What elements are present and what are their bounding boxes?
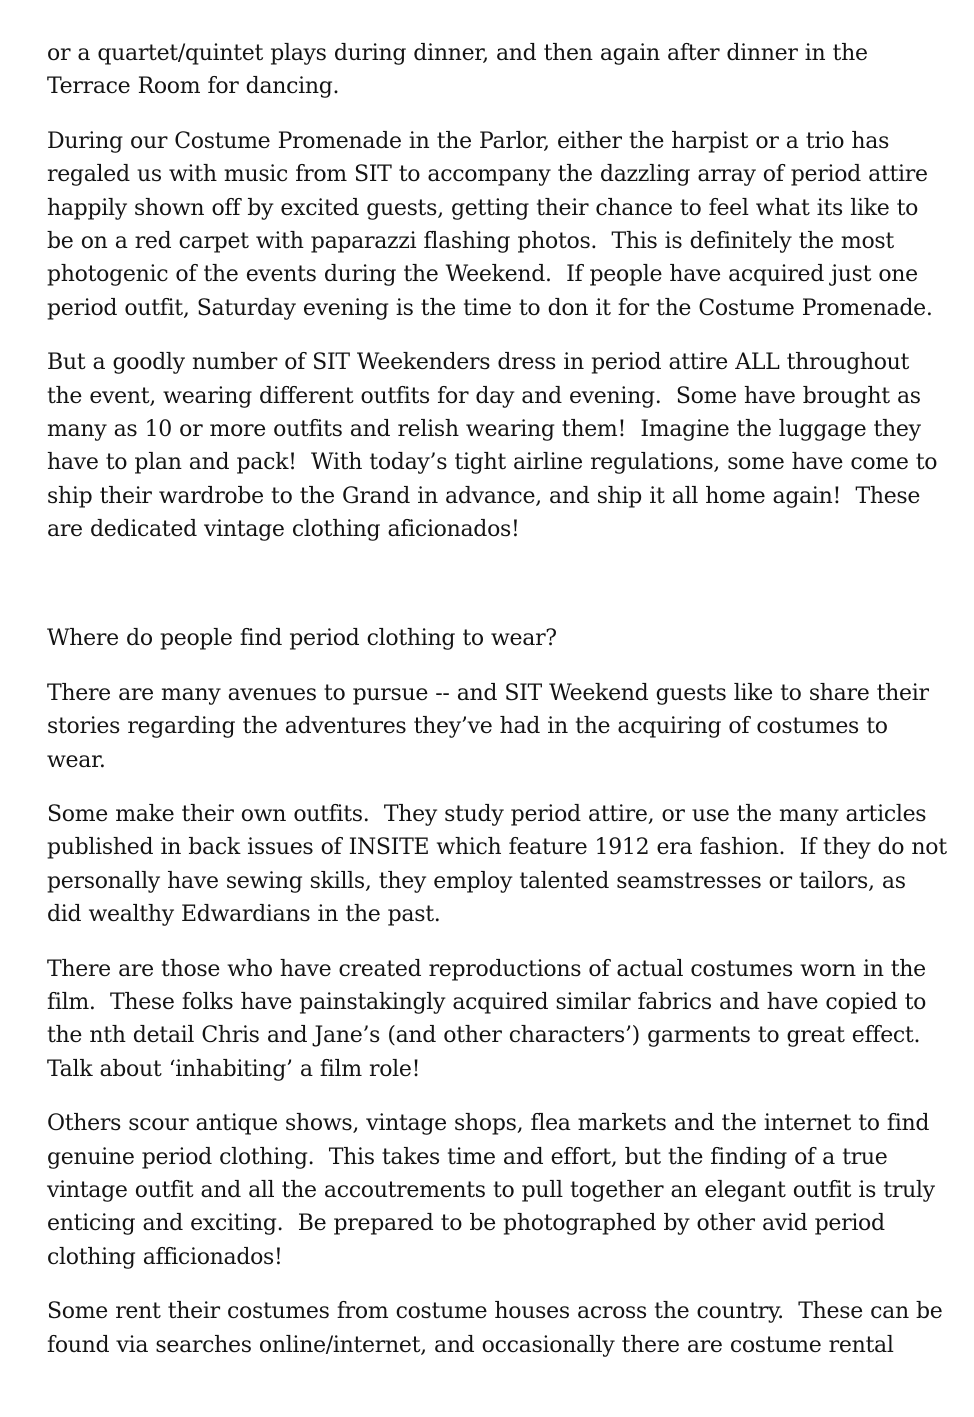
text-line: clothing afficionados! bbox=[47, 1244, 283, 1270]
text-line: have to plan and pack! With today’s tight airline regulations, some have come to bbox=[47, 450, 938, 476]
text-line: happily shown off by excited guests, getting their chance to feel what its like to bbox=[47, 195, 919, 221]
text-line: There are those who have created reproductions of actual costumes worn in the bbox=[47, 956, 926, 982]
paragraph-question bbox=[47, 622, 952, 655]
text-line: Others scour antique shows, vintage shops, flea markets and the internet to find bbox=[47, 1111, 930, 1137]
paragraph-dinner-music bbox=[47, 37, 952, 104]
text-line: many as 10 or more outfits and relish wearing them! Imagine the luggage they bbox=[47, 416, 921, 442]
text-line: period outfit, Saturday evening is the time to don it for the Costume Promenade. bbox=[47, 295, 933, 321]
text-line: the event, wearing different outfits for day and evening. Some have brought as bbox=[47, 383, 921, 409]
text-line: found via searches online/internet, and occasionally there are costume rental bbox=[47, 1332, 894, 1358]
paragraph-period-attire bbox=[47, 346, 952, 546]
paragraph-scour-antiques bbox=[47, 1107, 952, 1274]
text-line: stories regarding the adventures they’ve had in the acquiring of costumes to bbox=[47, 714, 888, 740]
text-line: the nth detail Chris and Jane’s (and other characters’) garments to great effect. bbox=[47, 1023, 921, 1049]
text-line: enticing and exciting. Be prepared to be photographed by other avid period bbox=[47, 1211, 885, 1237]
paragraph-avenues bbox=[47, 677, 952, 777]
text-line: There are many avenues to pursue -- and SIT Weekend guests like to share their bbox=[47, 680, 929, 706]
text-line: ship their wardrobe to the Grand in advance, and ship it all home again! These bbox=[47, 483, 921, 509]
section-question: Where do people find period clothing to wear? bbox=[47, 626, 557, 652]
text-line: Some make their own outfits. They study period attire, or use the many articles bbox=[47, 802, 927, 828]
paragraph-rent-costumes bbox=[47, 1295, 952, 1362]
text-line: regaled us with music from SIT to accompany the dazzling array of period attire bbox=[47, 162, 928, 188]
text-line: published in back issues of INSITE which feature 1912 era fashion. If they do not bbox=[47, 835, 947, 861]
text-line: photogenic of the events during the Weekend. If people have acquired just one bbox=[47, 262, 918, 288]
text-line: genuine period clothing. This takes time and effort, but the finding of a true bbox=[47, 1144, 888, 1170]
text-line: film. These folks have painstakingly acquired similar fabrics and have copied to bbox=[47, 989, 927, 1015]
text-line: are dedicated vintage clothing aficionados! bbox=[47, 517, 520, 543]
paragraph-reproductions bbox=[47, 953, 952, 1087]
text-line: But a goodly number of SIT Weekenders dress in period attire ALL throughout bbox=[47, 350, 910, 376]
text-line: personally have sewing skills, they employ talented seamstresses or tailors, as bbox=[47, 868, 906, 894]
text-line: or a quartet/quintet plays during dinner, and then again after dinner in the bbox=[47, 41, 868, 66]
document-page bbox=[47, 37, 952, 1383]
text-line: be on a red carpet with paparazzi flashing photos. This is definitely the most bbox=[47, 228, 894, 254]
text-line: vintage outfit and all the accoutrements to pull together an elegant outfit is truly bbox=[47, 1177, 935, 1203]
paragraph-make-own bbox=[47, 798, 952, 932]
text-line: Talk about ‘inhabiting’ a film role! bbox=[47, 1056, 421, 1082]
text-line: Some rent their costumes from costume houses across the country. These can be bbox=[47, 1299, 943, 1325]
text-line: During our Costume Promenade in the Parlor, either the harpist or a trio has bbox=[47, 128, 890, 154]
text-line: Terrace Room for dancing. bbox=[47, 74, 340, 100]
paragraph-costume-promenade bbox=[47, 125, 952, 325]
text-line: wear. bbox=[47, 747, 106, 773]
text-line: did wealthy Edwardians in the past. bbox=[47, 902, 441, 928]
